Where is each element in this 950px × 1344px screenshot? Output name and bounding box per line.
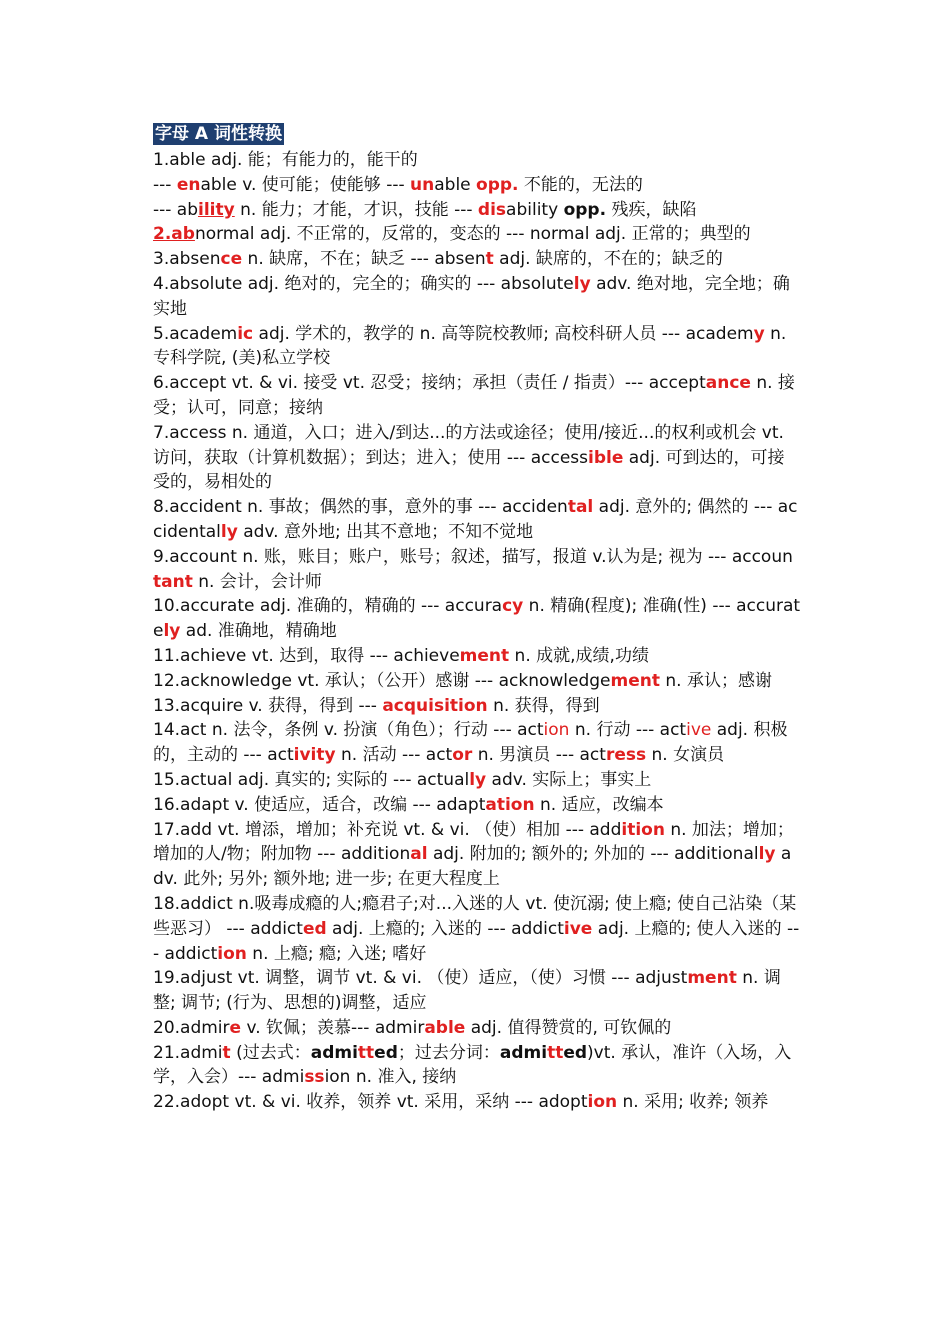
text-segment: n. 调整; 调节; (行为、思想的)调整，适应	[153, 968, 781, 1014]
text-segment: 6.accept vt. & vi. 接受 vt. 忍受；接纳；承担（责任 / 指责）--- accept	[153, 373, 706, 394]
text-segment: 3.absen	[153, 249, 221, 270]
highlighted-segment: ible	[588, 447, 624, 468]
highlighted-segment: ly	[758, 844, 776, 865]
text-segment: 4.absolute adj. 绝对的，完全的；确实的 --- absolute	[153, 273, 574, 294]
vocab-entry	[153, 545, 801, 595]
vocab-entry	[153, 198, 801, 223]
vocab-entry	[153, 793, 801, 818]
highlighted-segment: ce	[220, 249, 243, 270]
highlighted-segment: ress	[605, 745, 647, 766]
highlighted-segment: ivity	[293, 745, 336, 766]
text-segment: adj. 值得赞赏的, 可钦佩的	[465, 1017, 672, 1038]
text-segment: 8.accident n. 事故；偶然的事，意外的事 --- acciden	[153, 497, 568, 518]
highlighted-segment: admi	[310, 1042, 358, 1063]
text-segment: n. 精确(程度); 准确(性) --- accurate	[153, 596, 801, 642]
highlighted-segment: ion	[587, 1092, 618, 1113]
text-segment: n. 男演员 --- act	[472, 745, 606, 766]
text-segment: n. 专科学院, (美)私立学校	[153, 323, 787, 369]
vocab-entry	[153, 594, 801, 644]
highlighted-segment: ly	[220, 521, 238, 542]
text-segment: 13.acquire v. 获得，得到 ---	[153, 695, 383, 716]
vocab-entry	[153, 421, 801, 495]
highlighted-segment: ed	[374, 1042, 398, 1063]
highlighted-segment: ed	[563, 1042, 588, 1063]
vocab-entry	[153, 768, 801, 793]
text-segment: adj. 意外的; 偶然的 --- accidental	[153, 497, 798, 542]
highlighted-segment: y	[753, 323, 765, 344]
highlighted-segment: ment	[459, 645, 510, 666]
highlighted-segment: ive	[686, 720, 712, 741]
highlighted-segment: acquisition	[382, 695, 488, 716]
text-segment: n. 活动 --- act	[335, 745, 453, 766]
text-segment: 22.adopt vt. & vi. 收养，领养 vt. 采用，采纳 --- adopt	[153, 1092, 588, 1113]
text-segment: normal adj. 不正常的，反常的，变态的 --- normal adj. 正常的；典型的	[194, 224, 751, 245]
text-segment: able	[434, 174, 477, 195]
highlighted-segment: e	[229, 1017, 242, 1038]
text-segment: adv. 意外地; 出其不意地；不知不觉地	[237, 521, 534, 542]
vocab-entry	[153, 322, 801, 372]
text-segment: 12.acknowledge vt. 承认；（公开）感谢 --- acknowledge	[153, 670, 611, 691]
vocabulary-list	[153, 122, 801, 1115]
vocab-entry	[153, 644, 801, 669]
highlighted-segment: un	[410, 174, 435, 195]
highlighted-segment: opp.	[563, 199, 607, 220]
highlighted-segment: ion	[217, 943, 247, 964]
vocab-entry	[153, 718, 801, 768]
section-title: 字母 A 词性转换	[155, 124, 282, 144]
highlighted-segment: ss	[304, 1067, 325, 1088]
highlighted-segment: al	[410, 844, 428, 865]
text-segment: 19.adjust vt. 调整，调节 vt. & vi. （使）适应，（使）习惯 --- adjust	[153, 968, 688, 989]
vocab-entry	[153, 272, 801, 322]
vocab-entry	[153, 669, 801, 694]
highlighted-segment: tt	[357, 1042, 375, 1063]
highlighted-segment: ition	[621, 819, 665, 840]
highlighted-segment: ion	[543, 720, 570, 741]
text-segment: 11.achieve vt. 达到，取得 --- achieve	[153, 645, 460, 666]
highlighted-segment: t	[485, 249, 494, 270]
text-segment: n. 采用; 收养; 领养	[617, 1092, 769, 1113]
highlighted-segment: 2.ab	[153, 224, 195, 245]
text-segment: adj. 学术的，教学的 n. 高等院校教师; 高校科研人员 --- academ	[253, 323, 754, 344]
text-segment: n. 会计，会计师	[192, 571, 322, 592]
text-segment: ；过去分词：	[397, 1042, 500, 1063]
text-segment: 16.adapt v. 使适应，适合，改编 --- adapt	[153, 794, 486, 815]
highlighted-segment: opp.	[476, 174, 519, 195]
text-segment: adj. 上瘾的; 使人入迷的 --- addict	[153, 918, 800, 964]
vocab-entry	[153, 173, 801, 198]
highlighted-segment: ly	[469, 769, 487, 790]
text-segment: 14.act n. 法令，条例 v. 扮演（角色）；行动 --- act	[153, 720, 544, 741]
text-segment: n. 上瘾; 瘾; 入迷; 嗜好	[246, 943, 427, 964]
text-segment: adj. 可到达的，可接受的，易相处的	[153, 447, 785, 493]
highlighted-segment: ation	[485, 794, 535, 815]
text-segment: 残疾，缺陷	[606, 199, 697, 220]
highlighted-segment: ility	[198, 199, 235, 220]
text-segment: 10.accurate adj. 准确的，精确的 --- accura	[153, 596, 503, 617]
highlighted-segment: tt	[547, 1042, 564, 1063]
vocab-entry	[153, 892, 801, 966]
text-segment: ad. 准确地，精确地	[180, 621, 337, 642]
text-segment: n. 加法；增加；增加的人/物；附加物 --- addition	[153, 819, 794, 865]
text-segment: v. 钦佩；羡慕--- admir	[241, 1017, 425, 1038]
text-segment: n. 适应，改编本	[534, 794, 664, 815]
text-segment: n. 接受；认可，同意；接纳	[153, 373, 795, 418]
vocab-entry	[153, 495, 801, 545]
vocab-entry	[153, 222, 801, 247]
highlighted-segment: cy	[502, 596, 524, 617]
text-segment: ---	[153, 174, 177, 195]
highlighted-segment: t	[222, 1042, 231, 1063]
highlighted-segment: dis	[477, 199, 507, 220]
text-segment: adj. 缺席的，不在的；缺乏的	[493, 249, 723, 270]
highlighted-segment: ed	[302, 918, 327, 939]
highlighted-segment: ment	[687, 968, 737, 989]
vocab-entry	[153, 818, 801, 892]
text-segment: n. 承认；感谢	[660, 670, 772, 691]
vocab-entry	[153, 966, 801, 1016]
text-segment: n. 成就,成绩,功绩	[509, 645, 649, 666]
vocab-entry	[153, 1016, 801, 1041]
text-segment: 17.add vt. 增添，增加；补充说 vt. & vi. （使）相加 --- add	[153, 819, 622, 840]
vocab-entry	[153, 1090, 801, 1115]
highlighted-segment: ment	[610, 670, 660, 691]
text-segment: adj. 积极的，主动的 --- act	[153, 720, 788, 766]
text-segment: 18.addict n.吸毒成瘾的人;瘾君子;对...入迷的人 vt. 使沉溺; 使上瘾; 使自己沾染（某些恶习） --- addict	[153, 893, 797, 939]
highlighted-segment: ly	[573, 273, 591, 294]
text-segment: 20.admir	[153, 1017, 230, 1038]
text-segment: 不能的，无法的	[518, 174, 643, 195]
highlighted-segment: or	[452, 745, 473, 766]
entries	[153, 148, 801, 1115]
text-segment: adv. 此外; 另外; 额外地; 进一步; 在更大程度上	[153, 844, 792, 890]
text-segment: 5.academ	[153, 323, 238, 344]
text-segment: adv. 绝对地，完全地；确实地	[153, 273, 790, 319]
highlighted-segment: tant	[153, 571, 193, 592]
text-segment: 21.admi	[153, 1042, 223, 1063]
text-segment: n. 获得，得到	[487, 695, 600, 716]
text-segment: adj. 附加的; 额外的; 外加的 --- additional	[427, 844, 759, 865]
highlighted-segment: able	[424, 1017, 466, 1038]
vocab-entry	[153, 148, 801, 173]
text-segment: n. 缺席，不在；缺乏 --- absen	[242, 249, 486, 270]
vocab-entry	[153, 247, 801, 272]
text-segment: adv. 实际上；事实上	[486, 769, 652, 790]
text-segment: adj. 上瘾的; 入迷的 --- addict	[326, 918, 564, 939]
vocab-entry	[153, 371, 801, 421]
vocab-entry	[153, 694, 801, 719]
text-segment: 1.able adj. 能；有能力的，能干的	[153, 150, 418, 170]
text-segment: )vt. 承认，准许（入场，入学，入会）--- admi	[153, 1042, 792, 1088]
highlighted-segment: ic	[237, 323, 254, 344]
text-segment: 9.account n. 账，账目；账户，账号；叙述，描写，报道 v.认为是; 视为 --- accoun	[153, 546, 793, 567]
text-segment: (过去式：	[230, 1042, 311, 1063]
text-segment: ion n. 准入, 接纳	[324, 1067, 457, 1088]
highlighted-segment: ive	[563, 918, 593, 939]
text-segment: --- ab	[153, 199, 199, 220]
highlighted-segment: ance	[705, 373, 751, 394]
text-segment: ability	[506, 199, 564, 220]
text-segment: n. 能力；才能，才识，技能 ---	[234, 199, 478, 220]
text-segment: n. 行动 --- act	[569, 720, 687, 741]
highlighted-segment: tal	[567, 497, 594, 518]
vocab-entry	[153, 1041, 801, 1091]
highlighted-segment: en	[176, 174, 201, 195]
text-segment: 7.access n. 通道，入口；进入/到达...的方法或途径；使用/接近...的权利或机会 vt. 访问，获取（计算机数据）；到达；进入；使用 --- access	[153, 422, 784, 468]
text-segment: n. 女演员	[646, 745, 725, 766]
highlighted-segment: admi	[499, 1042, 548, 1063]
highlighted-segment: ly	[163, 621, 181, 642]
title-wrap	[153, 122, 801, 148]
text-segment: able v. 使可能；使能够 ---	[200, 174, 411, 195]
text-segment: 15.actual adj. 真实的; 实际的 --- actual	[153, 769, 470, 790]
